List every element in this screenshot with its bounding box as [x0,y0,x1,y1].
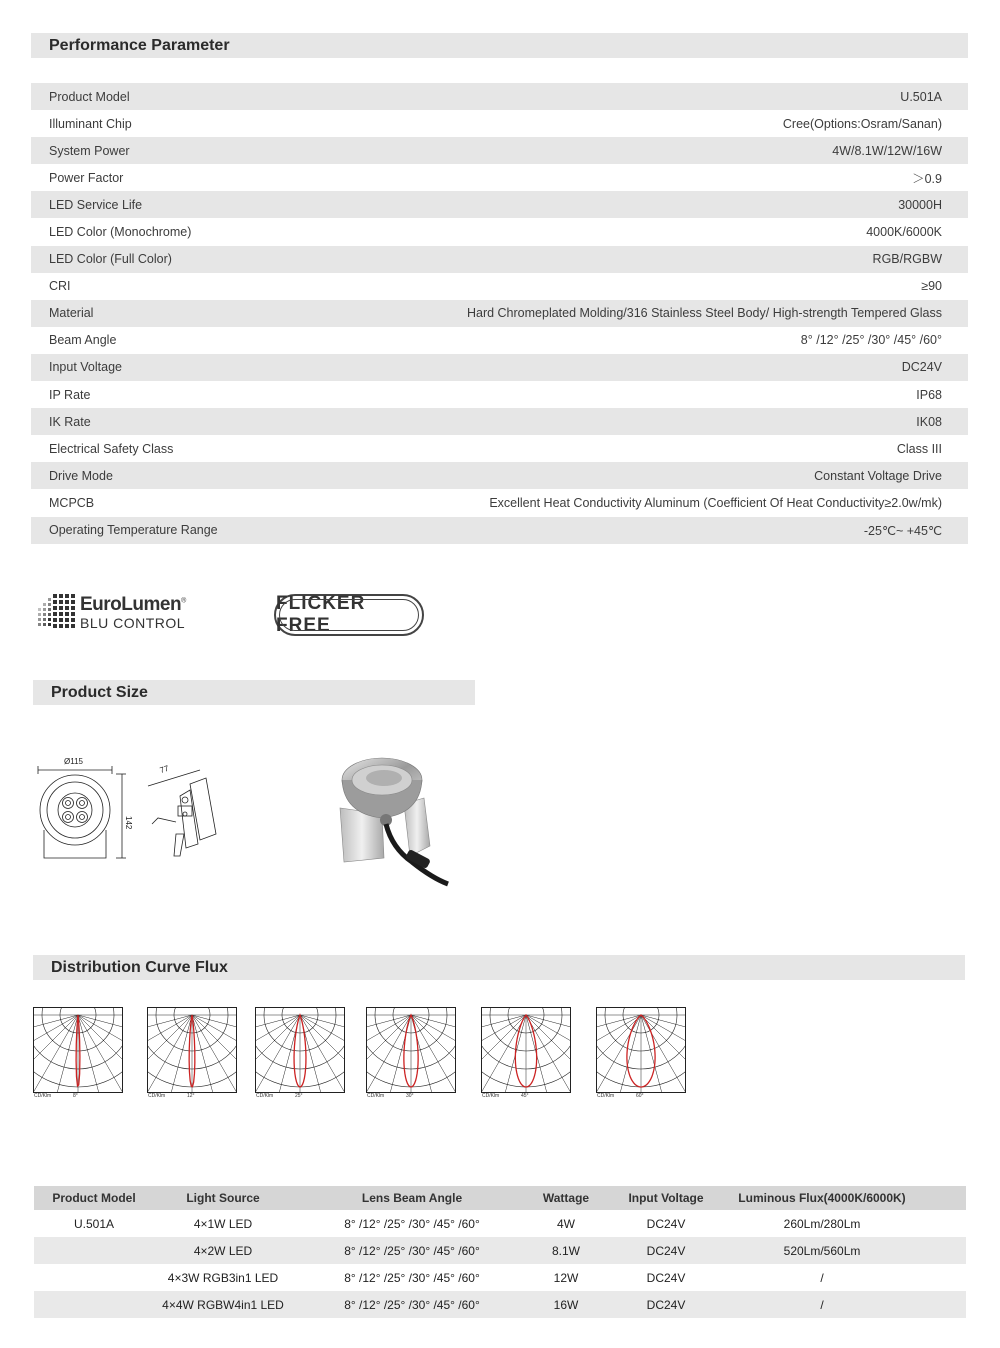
spec-header-cell: Luminous Flux(4000K/6000K) [738,1191,906,1205]
spec-cell: DC24V [646,1297,686,1312]
polar-curve-0 [33,1007,123,1103]
curve-unit: CD/Klm [597,1093,615,1099]
polar-curve-5 [596,1007,686,1103]
param-row [31,273,968,300]
spec-header-cell: Lens Beam Angle [361,1191,463,1205]
spec-row [34,1237,966,1264]
param-value: IK08 [916,414,942,429]
spec-cell: 12W [553,1270,579,1285]
param-row [31,354,968,381]
spec-row [34,1264,966,1291]
param-row [31,191,968,218]
spec-cell: 8.1W [551,1243,580,1258]
spec-cell: 4×1W LED [193,1216,253,1231]
spec-cell: 4W [557,1216,575,1231]
spec-cell: 260Lm/280Lm [783,1216,861,1231]
spec-cell: 8° /12° /25° /30° /45° /60° [344,1243,480,1258]
param-label: CRI [49,279,71,294]
param-value: Excellent Heat Conductivity Aluminum (Coefficient Of Heat Conductivity≥2.0w/mk) [489,495,942,510]
spec-cell: DC24V [646,1243,686,1258]
param-row [31,164,968,191]
curve-angle: 30° [406,1093,414,1099]
eurolumen-logo [38,592,198,632]
param-value: 4W/8.1W/12W/16W [832,143,942,158]
spec-header-cell: Wattage [542,1191,590,1205]
param-value: Hard Chromeplated Molding/316 Stainless Steel Body/ High-strength Tempered Glass [466,306,942,321]
param-label: Material [49,306,94,321]
spec-cell: 8° /12° /25° /30° /45° /60° [344,1297,480,1312]
spec-cell: 8° /12° /25° /30° /45° /60° [344,1216,480,1231]
spec-row [34,1210,966,1237]
curve-unit: CD/Klm [34,1093,52,1099]
param-value: IP68 [916,387,942,402]
diameter-label: Ø115 [64,757,83,766]
spec-cell: 4×2W LED [193,1243,253,1258]
param-row [31,110,968,137]
param-label: Beam Angle [49,333,117,348]
curve-unit: CD/Klm [256,1093,274,1099]
flicker-free-label: FLICKER FREE [276,593,366,636]
distribution-title: Distribution Curve Flux [33,955,965,980]
param-row [31,137,968,164]
spec-cell: 4×4W RGBW4in1 LED [162,1297,284,1312]
performance-table [31,83,968,544]
param-label: MCPCB [49,495,95,510]
param-row [31,300,968,327]
param-row [31,327,968,354]
product-size-title: Product Size [33,680,475,705]
product-photo [292,738,492,898]
spec-cell: / [820,1270,824,1285]
curve-unit: CD/Klm [148,1093,166,1099]
spec-cell: 8° /12° /25° /30° /45° /60° [344,1270,480,1285]
curve-unit: CD/Klm [367,1093,385,1099]
param-value: Cree(Options:Osram/Sanan) [782,116,942,131]
param-value: 4000K/6000K [866,225,942,240]
curve-angle: 25° [295,1093,303,1099]
eurolumen-grid-icon [38,594,76,630]
spec-row [34,1291,966,1318]
param-value: Constant Voltage Drive [814,468,942,483]
param-value: 8° /12° /25° /30° /45° /60° [800,333,942,348]
spec-table [34,1186,966,1318]
param-row [31,462,968,489]
param-label: Power Factor [49,170,124,185]
param-row [31,246,968,273]
param-value: DC24V [901,360,942,375]
curve-unit: CD/Klm [482,1093,500,1099]
param-label: Illuminant Chip [49,116,132,131]
spec-cell: DC24V [646,1216,686,1231]
param-row [31,517,968,544]
curve-angle: 45° [521,1093,529,1099]
dimension-drawing [30,752,230,868]
polar-curve-1 [147,1007,237,1103]
spec-cell: 520Lm/560Lm [783,1243,861,1258]
param-value: 30000H [898,197,942,212]
param-row [31,408,968,435]
param-label: IK Rate [49,414,91,429]
curve-angle: 12° [187,1093,195,1099]
polar-curve-2 [255,1007,345,1103]
param-value: ≥90 [921,279,942,294]
param-label: Drive Mode [49,468,113,483]
param-label: Operating Temperature Range [49,523,218,538]
param-value: Class III [896,441,942,456]
flicker-free-badge [274,594,424,636]
param-label: Electrical Safety Class [49,441,174,456]
param-row [31,83,968,110]
param-row [31,489,968,516]
eurolumen-brand: EuroLumen® [80,593,186,615]
spec-cell: U.501A [73,1216,115,1231]
spec-cell: / [820,1297,824,1312]
spec-header-row [34,1186,966,1210]
param-value: U.501A [900,89,942,104]
param-value: -25℃~ +45℃ [863,523,942,538]
curve-angle: 60° [636,1093,644,1099]
param-label: Product Model [49,89,130,104]
polar-curve-4 [481,1007,571,1103]
performance-title: Performance Parameter [31,33,968,58]
param-row [31,381,968,408]
param-label: Input Voltage [49,360,122,375]
spec-cell: 16W [553,1297,579,1312]
param-label: LED Color (Full Color) [49,252,172,267]
spec-header-cell: Product Model [52,1191,136,1205]
curve-angle: 8° [73,1093,78,1099]
polar-curve-3 [366,1007,456,1103]
depth-label: 77 [158,763,170,775]
spec-header-cell: Light Source [186,1191,260,1205]
spec-header-cell: Input Voltage [628,1191,704,1205]
param-label: LED Color (Monochrome) [49,225,192,240]
param-label: LED Service Life [49,197,143,212]
eurolumen-sub: BLU CONTROL [80,614,186,631]
param-label: System Power [49,143,130,158]
param-label: IP Rate [49,387,91,402]
spec-cell: 4×3W RGB3in1 LED [167,1270,279,1285]
param-row [31,218,968,245]
param-value: ＞0.9 [912,171,942,186]
param-value: RGB/RGBW [872,252,942,267]
spec-cell: DC24V [646,1270,686,1285]
height-label: 142 [124,816,133,830]
param-row [31,435,968,462]
